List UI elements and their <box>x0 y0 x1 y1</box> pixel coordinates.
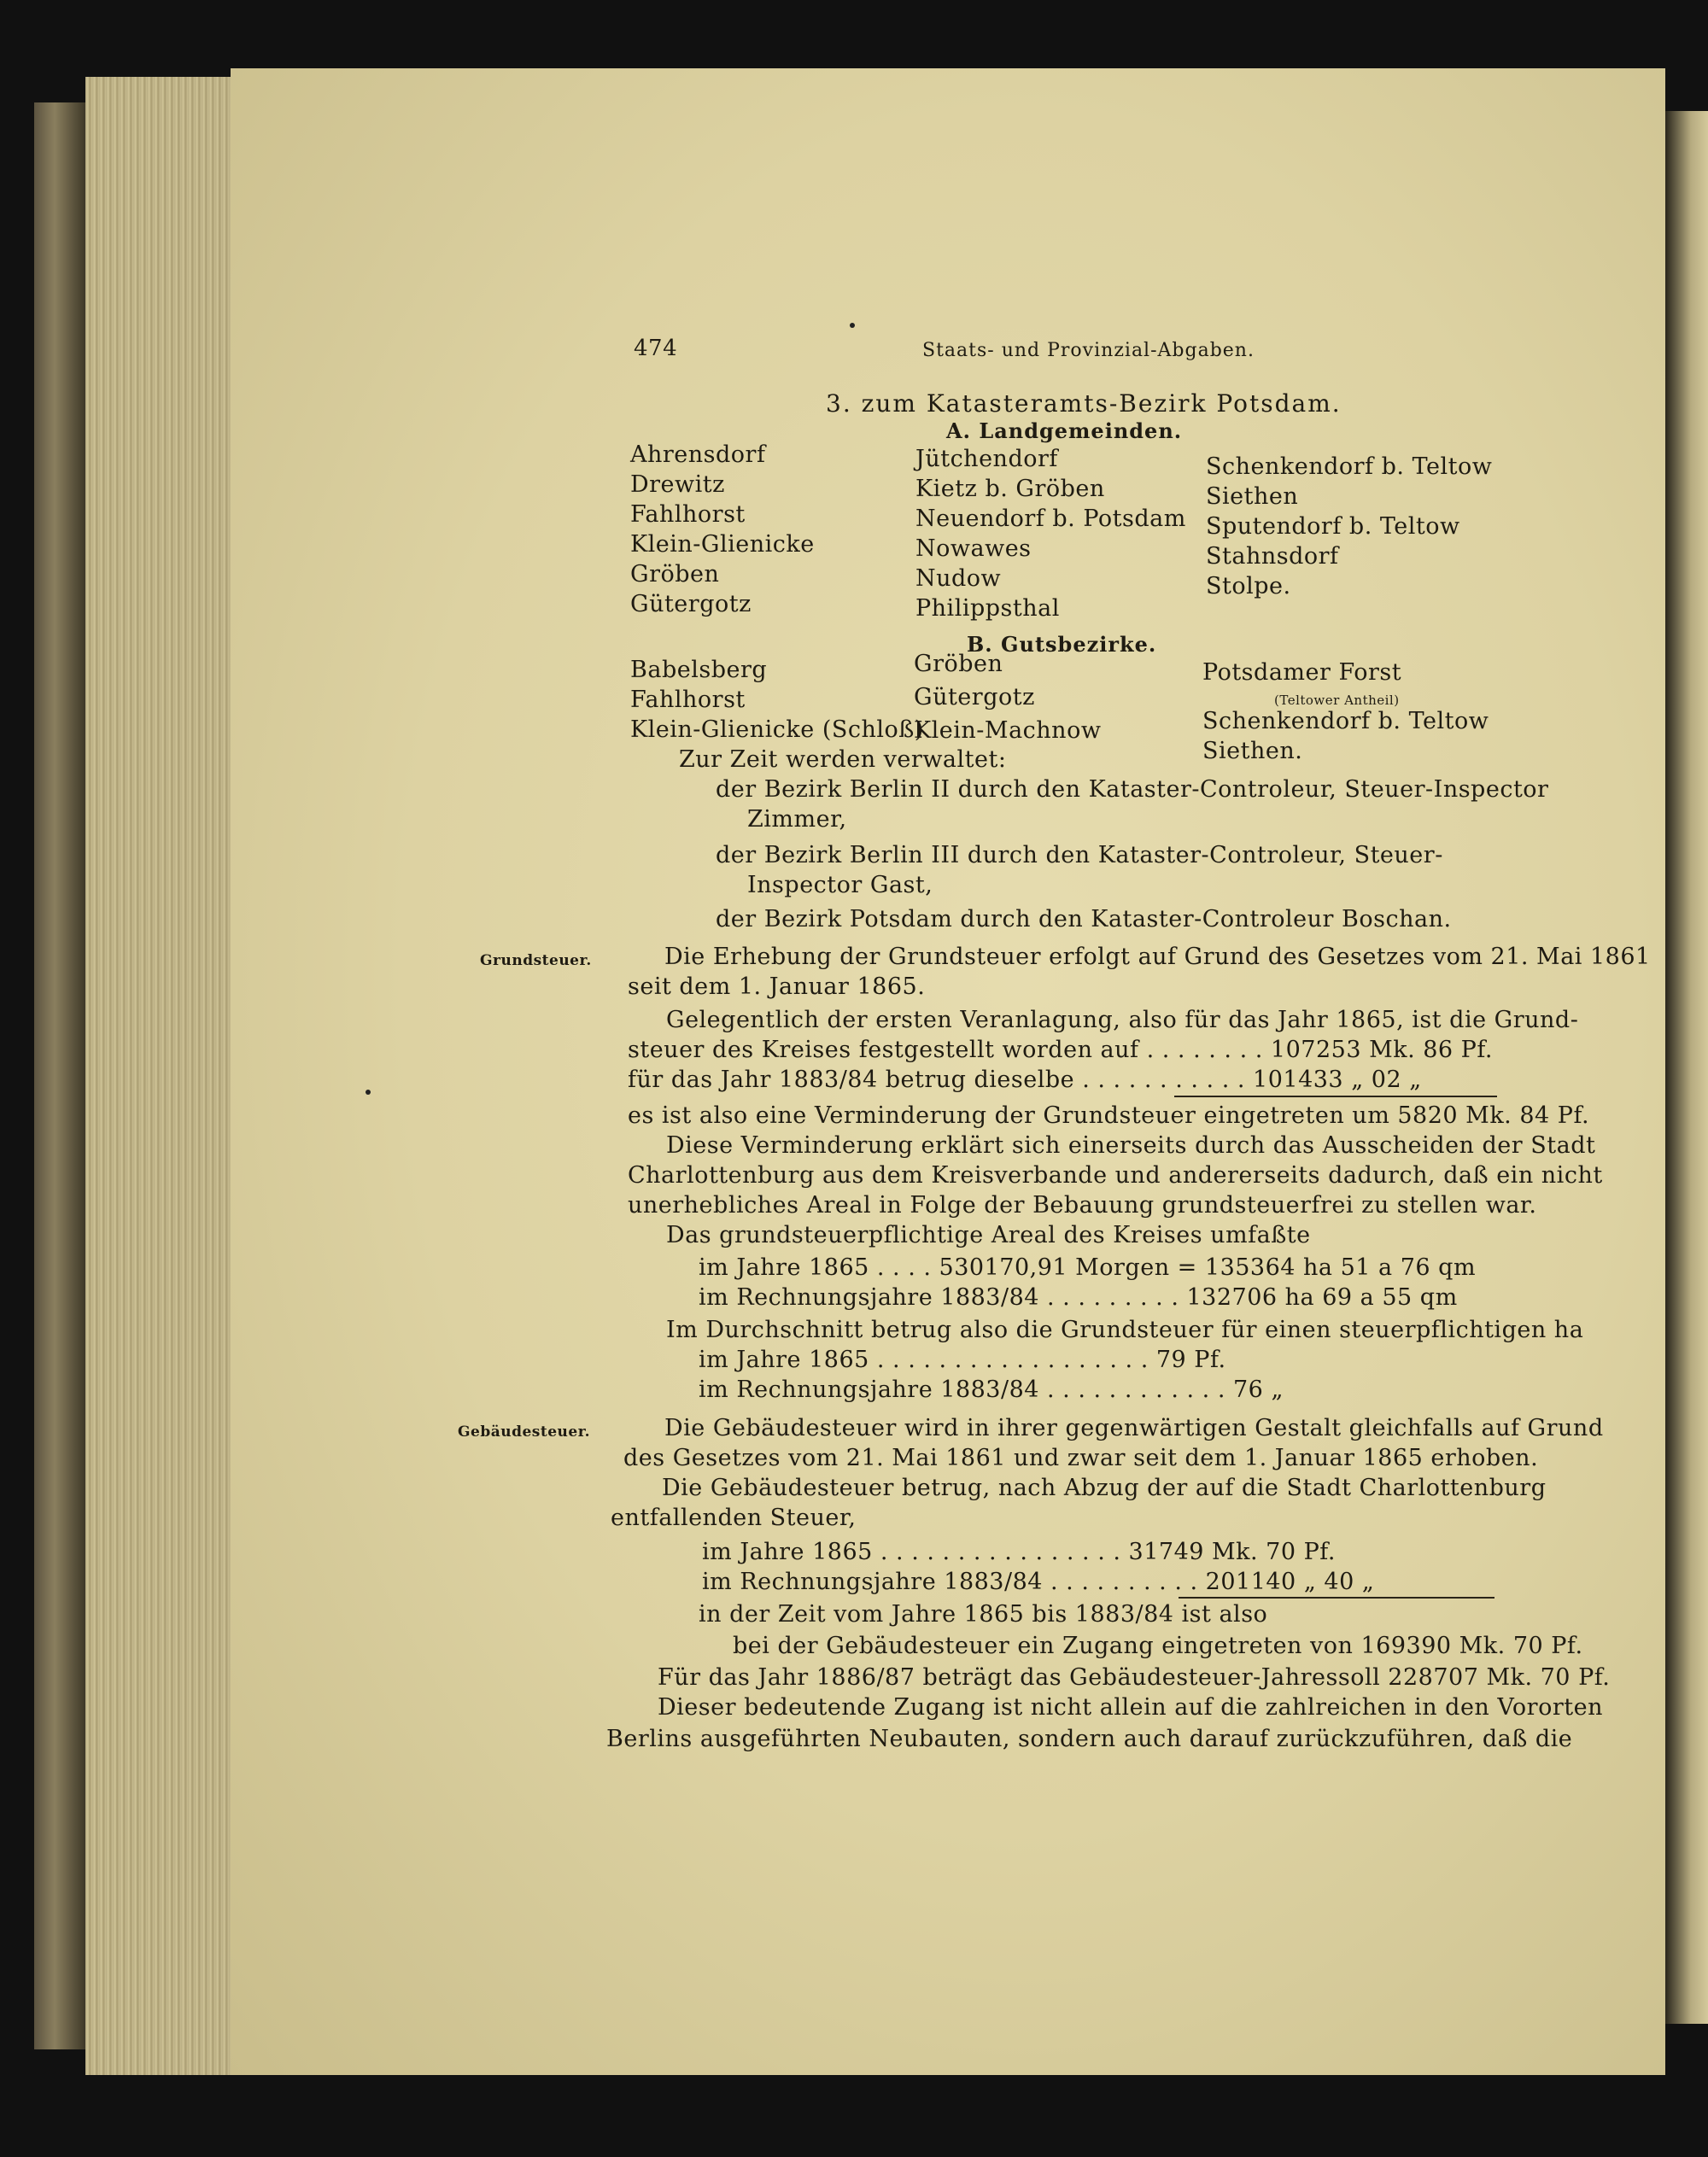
grundsteuer-line: im Rechnungsjahre 1883/84 . . . . . . . . . 132706 ha 69 a 55 qm <box>699 1284 1458 1311</box>
sum-rule <box>1174 1096 1497 1097</box>
page-stack-edge <box>85 77 231 2075</box>
gebaeudesteuer-line: Dieser bedeutende Zugang ist nicht allein auf die zahlreichen in den Vororten <box>658 1694 1603 1721</box>
grundsteuer-line: Im Durchschnitt betrug also die Grundsteuer für einen steuerpflichtigen ha <box>666 1317 1584 1343</box>
running-head: Staats- und Provinzial-Abgaben. <box>922 340 1255 361</box>
list-item: Gütergotz <box>630 591 752 617</box>
gebaeudesteuer-line: Die Gebäudesteuer wird in ihrer gegenwärtigen Gestalt gleichfalls auf Grund <box>664 1415 1604 1441</box>
grundsteuer-line: im Jahre 1865 . . . . . . . . . . . . . . . . . . 79 Pf. <box>699 1347 1226 1373</box>
grundsteuer-line: im Jahre 1865 . . . . 530170,91 Morgen = 135364 ha 51 a 76 qm <box>699 1254 1477 1281</box>
list-item: Ahrensdorf <box>630 441 766 468</box>
gebaeudesteuer-line: im Rechnungsjahre 1883/84 . . . . . . . . . . 201140 „ 40 „ <box>702 1569 1375 1595</box>
grundsteuer-line: Diese Verminderung erklärt sich einerseits durch das Ausscheiden der Stadt <box>666 1132 1596 1159</box>
list-item: Nudow <box>915 565 1002 592</box>
list-item: Stolpe. <box>1206 573 1291 599</box>
gebaeudesteuer-line: entfallenden Steuer, <box>611 1505 857 1531</box>
list-item: Gröben <box>914 651 1003 677</box>
ink-speck <box>366 1090 371 1095</box>
grundsteuer-line: es ist also eine Verminderung der Grundsteuer eingetreten um 5820 Mk. 84 Pf. <box>628 1102 1590 1129</box>
grundsteuer-line: seit dem 1. Januar 1865. <box>628 973 926 1000</box>
facing-page-edge <box>1665 111 1708 2024</box>
list-item: Fahlhorst <box>630 501 746 528</box>
list-item: Klein-Glienicke <box>630 531 815 558</box>
margin-label-gebaeudesteuer: Gebäudesteuer. <box>458 1423 591 1441</box>
verwaltung-line: der Bezirk Berlin II durch den Kataster-Controleur, Steuer-Inspector <box>716 776 1549 803</box>
gebaeudesteuer-line: in der Zeit vom Jahre 1865 bis 1883/84 ist also <box>699 1601 1268 1628</box>
verwaltung-line: der Bezirk Berlin III durch den Kataster-Controleur, Steuer- <box>716 842 1443 868</box>
gutsbezirke-title: B. Gutsbezirke. <box>967 632 1157 657</box>
book-cover-edge <box>34 102 85 2049</box>
list-item: Klein-Machnow <box>914 717 1102 744</box>
list-item: Babelsberg <box>630 657 768 683</box>
list-item: Philippsthal <box>915 595 1060 622</box>
grundsteuer-line: für das Jahr 1883/84 betrug dieselbe . . . . . . . . . . . 101433 „ 02 „ <box>628 1067 1422 1093</box>
sum-rule <box>1179 1597 1494 1599</box>
gebaeudesteuer-line: im Jahre 1865 . . . . . . . . . . . . . . . . 31749 Mk. 70 Pf. <box>702 1539 1336 1565</box>
grundsteuer-line: Das grundsteuerpflichtige Areal des Kreises umfaßte <box>666 1222 1311 1248</box>
grundsteuer-line: Gelegentlich der ersten Veranlagung, also für das Jahr 1865, ist die Grund- <box>666 1007 1579 1033</box>
list-item: Gröben <box>630 561 720 587</box>
gebaeudesteuer-line: Berlins ausgeführten Neubauten, sondern auch darauf zurückzuführen, daß die <box>606 1726 1573 1752</box>
grundsteuer-line: Charlottenburg aus dem Kreisverbande und andererseits dadurch, daß ein nicht <box>628 1162 1603 1189</box>
gebaeudesteuer-line: Die Gebäudesteuer betrug, nach Abzug der auf die Stadt Charlottenburg <box>662 1475 1547 1501</box>
grundsteuer-line: steuer des Kreises festgestellt worden auf . . . . . . . . 107253 Mk. 86 Pf. <box>628 1037 1493 1063</box>
list-item: Klein-Glienicke (Schloß) <box>630 716 924 743</box>
list-item: Siethen <box>1206 483 1299 510</box>
list-item: Schenkendorf b. Teltow <box>1202 708 1489 734</box>
verwaltung-intro: Zur Zeit werden verwaltet: <box>679 746 1007 773</box>
list-item: Schenkendorf b. Teltow <box>1206 453 1493 480</box>
list-item: Sputendorf b. Teltow <box>1206 513 1460 540</box>
list-item: Siethen. <box>1202 738 1303 764</box>
list-item: Jütchendorf <box>915 446 1058 472</box>
section-heading: 3. zum Katasteramts-Bezirk Potsdam. <box>826 389 1342 418</box>
gebaeudesteuer-line: bei der Gebäudesteuer ein Zugang eingetreten von 169390 Mk. 70 Pf. <box>733 1633 1583 1659</box>
list-item: Drewitz <box>630 471 725 498</box>
list-item: Potsdamer Forst <box>1202 659 1402 686</box>
list-item: Nowawes <box>915 535 1032 562</box>
verwaltung-line: Inspector Gast, <box>747 872 933 898</box>
ink-speck <box>850 323 855 328</box>
list-item: Neuendorf b. Potsdam <box>915 506 1186 532</box>
grundsteuer-line: Die Erhebung der Grundsteuer erfolgt auf Grund des Gesetzes vom 21. Mai 1861 <box>664 944 1651 970</box>
landgemeinden-title: A. Landgemeinden. <box>946 418 1183 443</box>
page-number: 474 <box>634 336 678 361</box>
gebaeudesteuer-line: des Gesetzes vom 21. Mai 1861 und zwar seit dem 1. Januar 1865 erhoben. <box>623 1445 1539 1471</box>
grundsteuer-line: im Rechnungsjahre 1883/84 . . . . . . . . . . . . 76 „ <box>699 1377 1284 1403</box>
list-item-note: (Teltower Antheil) <box>1274 693 1400 708</box>
gebaeudesteuer-line: Für das Jahr 1886/87 beträgt das Gebäudesteuer-Jahressoll 228707 Mk. 70 Pf. <box>658 1664 1611 1691</box>
verwaltung-line: der Bezirk Potsdam durch den Kataster-Controleur Boschan. <box>716 906 1452 932</box>
list-item: Gütergotz <box>914 684 1035 710</box>
list-item: Fahlhorst <box>630 687 746 713</box>
book-page <box>231 68 1665 2075</box>
list-item: Stahnsdorf <box>1206 543 1339 570</box>
verwaltung-line: Zimmer, <box>747 806 847 833</box>
grundsteuer-line: unerhebliches Areal in Folge der Bebauung grundsteuerfrei zu stellen war. <box>628 1192 1537 1219</box>
list-item: Kietz b. Gröben <box>915 476 1105 502</box>
margin-label-grundsteuer: Grundsteuer. <box>480 952 592 969</box>
